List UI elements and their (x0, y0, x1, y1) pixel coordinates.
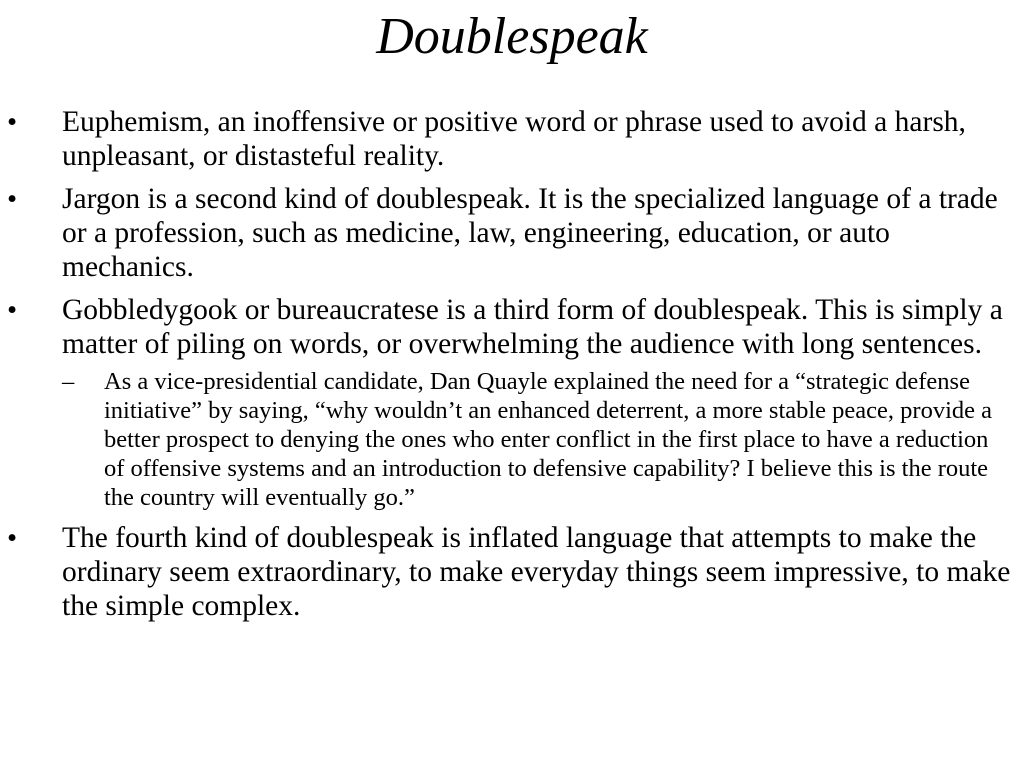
sub-bullet-list (62, 367, 1014, 512)
sub-bullet-marker: – (62, 368, 75, 395)
bullet-text: The fourth kind of doublespeak is inflated language that attempts to make the ordinary seem extraordinary, to make everyday things seem impressive, to make the simple complex. (62, 522, 1011, 622)
bullet-item-gobbledygook (0, 293, 1024, 512)
bullet-item-inflated-language (0, 521, 1024, 623)
bullet-text: Gobbledygook or bureaucratese is a third form of doublespeak. This is simply a matter of piling on words, or overwhelming the audience with long sentences. (62, 294, 1003, 360)
sub-bullet-item-quayle-quote (62, 367, 1014, 512)
bullet-item-jargon (0, 182, 1024, 284)
bullet-marker: • (7, 294, 18, 326)
bullet-text: Euphemism, an inoffensive or positive word or phrase used to avoid a harsh, unpleasant, or distasteful reality. (62, 106, 966, 172)
bullet-marker: • (7, 522, 18, 554)
bullet-marker: • (7, 106, 18, 138)
bullet-text: Jargon is a second kind of doublespeak. It is the specialized language of a trade or a profession, such as medicine, law, engineering, education, or auto mechanics. (62, 183, 998, 283)
bullet-list (0, 105, 1024, 632)
slide-title: Doublespeak (376, 8, 648, 65)
bullet-marker: • (7, 183, 18, 215)
sub-bullet-text: As a vice-presidential candidate, Dan Quayle explained the need for a “strategic defense initiative” by saying, “why wouldn’t an enhanced deterrent, a more stable peace, provide a better prospect to denying the ones who enter conflict in the first place to have a reduction of offensive systems and an introduction to defensive capability? I believe this is the route the country will eventually go.” (104, 368, 993, 511)
bullet-item-euphemism (0, 105, 1024, 173)
